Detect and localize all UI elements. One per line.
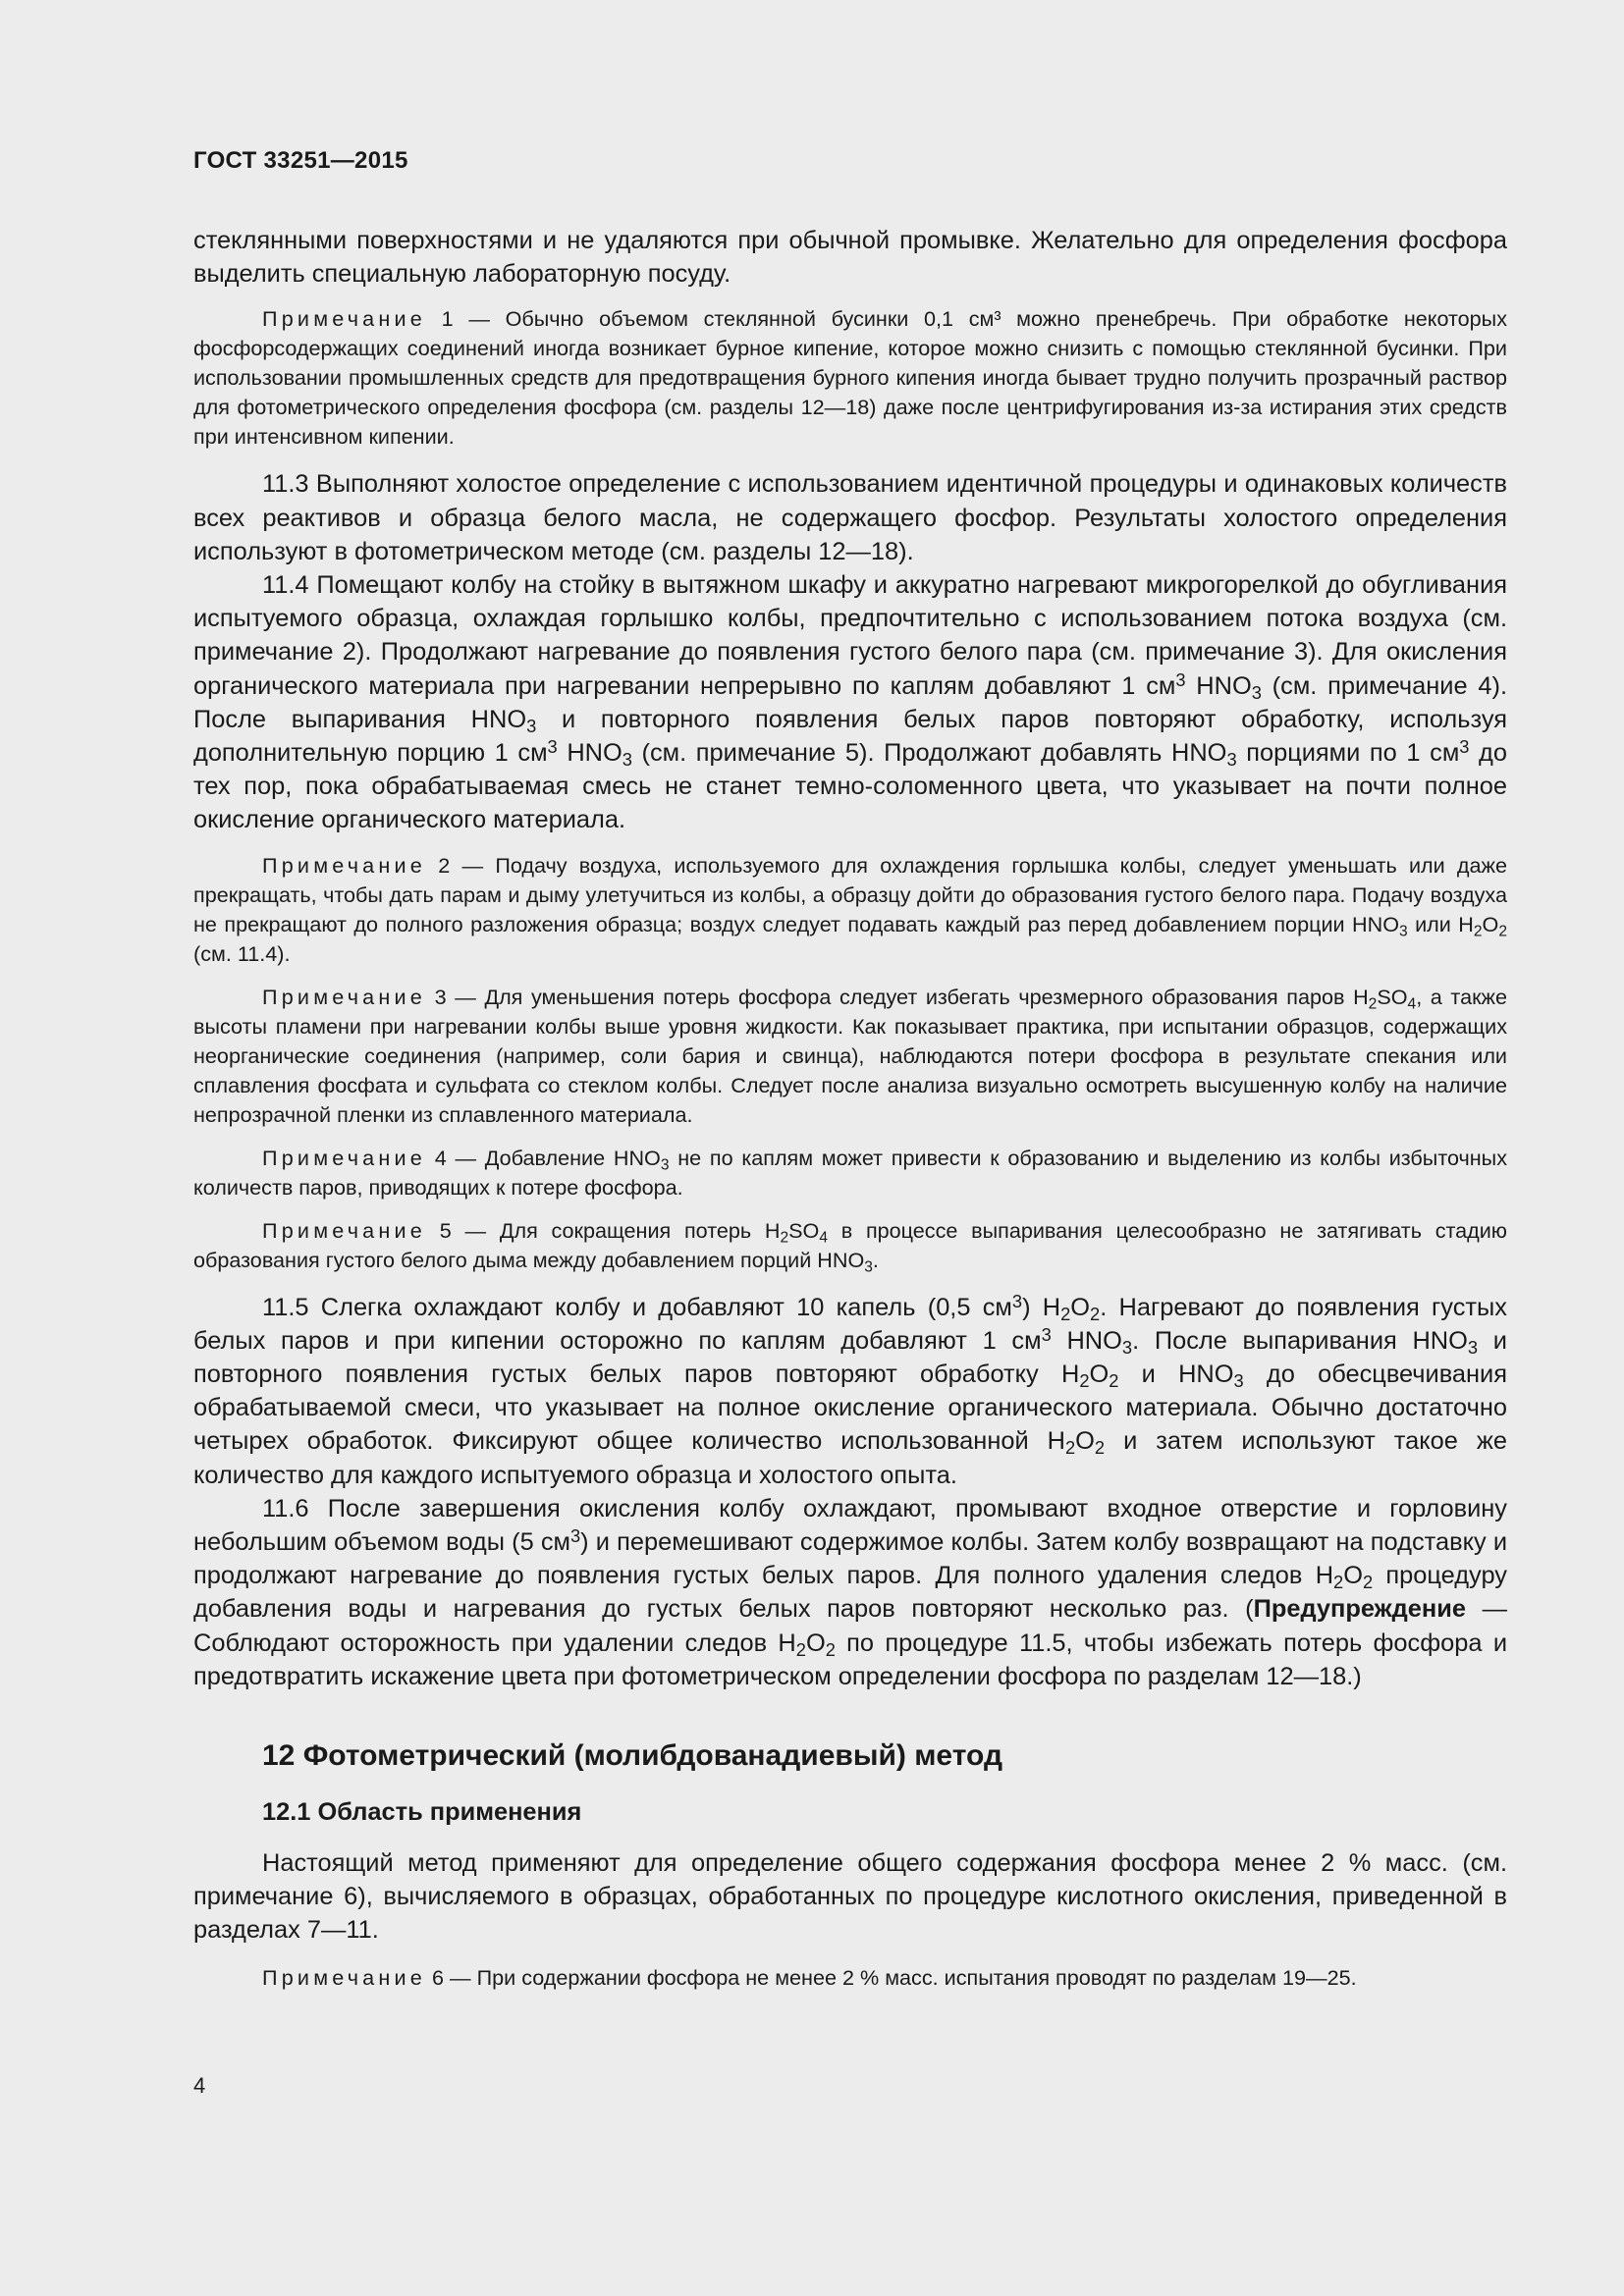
note-label: Примечание: [262, 306, 426, 332]
note-label: Примечание: [262, 1145, 426, 1170]
warning-label: Предупреждение: [1253, 1595, 1466, 1624]
note-3: Примечание 3 — Для уменьшения потерь фосфора следует избегать чрезмерного образования паров $H_2SO_4$, а также высоты пламени при нагревании колбы выше уровня жидкости. Как показывает практика, при испытании образцов, содержащих неорганические соединения (например, соли бария и свинца), наблюдаются потери фосфора в результате спекания или сплавления фосфата и сульфата со стеклом колбы. Следует после анализа визуально осмотреть высушенную колбу на наличие непрозрачной пленки из сплавленного материала.: [193, 984, 1507, 1127]
paragraph-12-1: Настоящий метод применяют для определение общего содержания фосфора менее 2 % масс. (см. примечание 6), вычисляемого в образцах, обработанных по процедуре кислотного окисления, приведенной в разделах 7—11.: [193, 1849, 1507, 1945]
note-1: [193, 304, 1507, 452]
section-heading-12: 12 Фотометрический (молибдованадиевый) метод: [262, 1739, 1002, 1773]
paragraph-11-6: 11.6 После завершения окисления колбу охлаждают, промывают входное отверстие и горловину небольшим объемом воды (5 $см^3$) и перемешивают содержимое колбы. Затем колбу возвращают на подставку и продолжают нагревание до появления густых белых паров. Для полного удаления следов $H_2O_2$ процедуру добавления воды и нагревания до густых белых паров повторяют несколько раз. (Предупреждение — Соблюдают осторожность при удалении следов $H_2O_2$ по процедуре 11.5, чтобы избежать потерь фосфора и предотвратить искажение цвета при фотометрическом определении фосфора по разделам 12—18.): [193, 1494, 1508, 1690]
subsection-heading-12-1: 12.1 Область применения: [262, 1798, 582, 1827]
note-4: Примечание 4 — Добавление $HNO_3$ не по каплям может привести к образованию и выделению из колбы избыточных количеств паров, приводящих к потере фосфора.: [193, 1145, 1507, 1200]
paragraph-11-3: 11.3 Выполняют холостое определение с использованием идентичной процедуры и одинаковых количеств всех реактивов и образца белого масла, не содержащего фосфор. Результаты холостого определения используют в фотометрическом методе (см. разделы 12—18).: [193, 470, 1507, 565]
note-label: Примечание: [262, 984, 426, 1009]
note-5: Примечание 5 — Для сокращения потерь $H_2SO_4$ в процессе выпаривания целесообразно не затягивать стадию образования густого белого дыма между добавлением порций $HNO_3$.: [193, 1217, 1508, 1275]
paragraph-11-5: 11.5 Слегка охлаждают колбу и добавляют 10 капель (0,5 $см^3$) $H_2O_2$. Нагревают до появления густых белых паров и при кипении осторожно по каплям добавляют 1 $см^3$ $HNO_3$. После выпаривания $HNO_3$ и повторного появления густых белых паров повторяют обработку $H_2O_2$ и $HNO_3$ до обесцвечивания обрабатываемой смеси, что указывает на полное окисление органического материала. Обычно достаточно четырех обработок. Фиксируют общее количество использованной $H_2O_2$ и затем используют такое же количество для каждого испытуемого образца и холостого опыта.: [193, 1290, 1508, 1489]
note-text: 1 — Обычно объемом стеклянной бусинки 0,1 см³ можно пренебречь. При обработке некоторых фосфорсодержащих соединений иногда возникает бурное кипение, которое можно снизить с помощью стеклянной бусинки. При использовании промышленных средств для предотвращения бурного кипения иногда бывает трудно получить прозрачный раствор для фотометрического определения фосфора (см. разделы 12—18) даже после центрифугирования из-за истирания этих средств при интенсивном кипении.: [193, 306, 1507, 450]
note-label: Примечание: [262, 1964, 426, 1990]
note-6: Примечание 6 — При содержании фосфора не менее 2 % масс. испытания проводят по разделам 19—25.: [262, 1964, 1357, 1990]
paragraph-11-4: 11.4 Помещают колбу на стойку в вытяжном шкафу и аккуратно нагревают микрогорелкой до обугливания испытуемого образца, охлаждая горлышко колбы, предпочтительно с использованием потока воздуха (см. примечание 2). Продолжают нагревание до появления густого белого пара (см. примечание 3). Для окисления органического материала при нагревании непрерывно по каплям добавляют 1 $см^3$ $HNO_3$ (см. примечание 4). После выпаривания $HNO_3$ и повторного появления белых паров повторяют обработку, используя дополнительную порцию 1 $см^3$ $HNO_3$ (см. примечание 5). Продолжают добавлять $HNO_3$ порциями по 1 $см^3$ до тех пор, пока обрабатываемая смесь не станет темно-соломенного цвета, что указывает на почти полное окисление органического материала.: [193, 571, 1507, 834]
note-label: Примечание: [262, 852, 426, 878]
page-number: 4: [193, 2073, 206, 2098]
document-header: ГОСТ 33251—2015: [193, 147, 408, 174]
note-2: Примечание 2 — Подачу воздуха, используемого для охлаждения горлышка колбы, следует уменьшать или даже прекращать, чтобы дать парам и дыму улетучиться из колбы, а образцу дойти до образования густого белого пара. Подачу воздуха не прекращают до полного разложения образца; воздух следует подавать каждый раз перед добавлением порции $HNO_3$ или $H_2O_2$ (см. 11.4).: [193, 852, 1507, 966]
paragraph-intro: стеклянными поверхностями и не удаляются при обычной промывке. Желательно для определения фосфора выделить специальную лабораторную посуду.: [193, 227, 1507, 289]
note-label: Примечание: [262, 1217, 426, 1243]
page-content: [193, 224, 1507, 1993]
